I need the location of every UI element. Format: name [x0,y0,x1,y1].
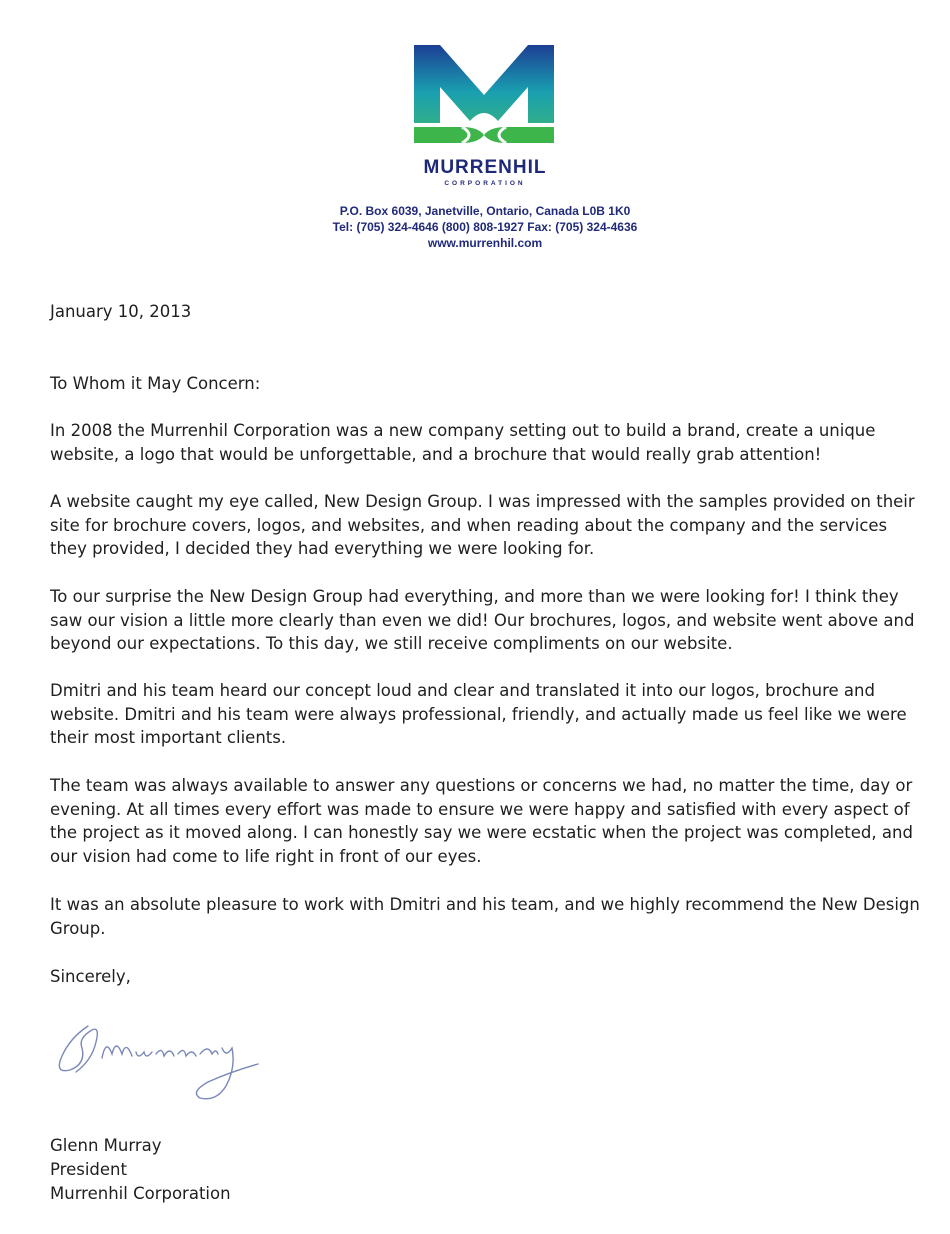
website-line: www.murrenhil.com [427,236,543,250]
salutation: To Whom it May Concern: [50,374,261,393]
paragraph: To our surprise the New Design Group had everything, and more than we were looking for! I think they saw our vision a little more clearly than even we did! Our brochures, logos, and website went above and beyond our expectations. To this day, we still receive compliments on our website. [50,587,915,653]
murrenhil-logo [412,43,557,148]
signer-title: President [50,1160,127,1179]
handwritten-signature [40,1008,280,1108]
signer-name: Glenn Murray [50,1136,162,1155]
letterhead [305,38,665,256]
signer-company: Murrenhil Corporation [50,1184,231,1203]
letter-date: January 10, 2013 [50,302,192,321]
paragraph: Dmitri and his team heard our concept loud and clear and translated it into our logos, brochure and website. Dmitri and his team were always professional, friendly, and actually made us feel like we were their most important clients. [50,681,907,747]
address-line: P.O. Box 6039, Janetville, Ontario, Canada L0B 1K0 [339,204,631,218]
paragraph: The team was always available to answer any questions or concerns we had, no matter the time, day or evening. At all times every effort was made to ensure we were happy and satisfied with every aspect of the project as it moved along. I can honestly say we were ecstatic when the project was completed, and our vision had come to life right in front of our eyes. [50,776,913,866]
paragraph: A website caught my eye called, New Design Group. I was impressed with the samples provided on their site for brochure covers, logos, and websites, and when reading about the company and the services they provided, I decided they had everything we were looking for. [50,492,915,558]
paragraph: It was an absolute pleasure to work with Dmitri and his team, and we highly recommend the New Design Group. [50,895,920,938]
company-subtitle: CORPORATION [444,180,526,187]
paragraph: In 2008 the Murrenhil Corporation was a new company setting out to build a brand, create a unique website, a logo that would be unforgettable, and a brochure that would really grab attention! [50,421,876,464]
closing: Sincerely, [50,967,131,986]
company-name: MURRENHIL [423,157,547,178]
phone-line: Tel: (705) 324-4646 (800) 808-1927 Fax: (705) 324-4636 [332,220,638,234]
signer-block [50,1134,231,1206]
